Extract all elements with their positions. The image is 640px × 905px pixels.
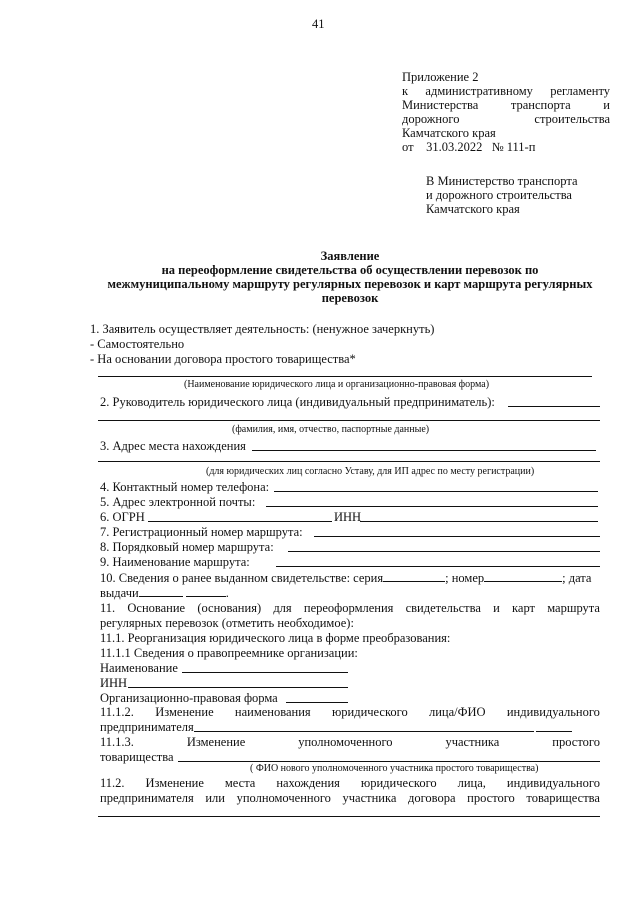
- word: Основание: [127, 601, 186, 615]
- successor-name-label: Наименование: [100, 661, 178, 675]
- word: юридического: [331, 705, 408, 719]
- hint-person: (фамилия, имя, отчество, паспортные данные): [232, 424, 430, 435]
- item-9: 9. Наименование маршрута:: [100, 555, 250, 569]
- successor-org-form-field[interactable]: [286, 702, 348, 703]
- appendix-word: дорожного: [402, 112, 460, 126]
- address-field[interactable]: [98, 461, 600, 462]
- option-partnership[interactable]: - На основании договора простого товарищества*: [90, 352, 356, 366]
- route-serial-number-field[interactable]: [288, 551, 600, 552]
- address-field-inline[interactable]: [252, 450, 596, 451]
- option-self[interactable]: - Самостоятельно: [90, 337, 185, 351]
- item-3: 3. Адрес места нахождения: [100, 439, 246, 453]
- successor-org-form-label: Организационно-правовая форма: [100, 691, 278, 705]
- addressee-line: В Министерство транспорта: [426, 174, 578, 188]
- series-field[interactable]: [383, 570, 445, 582]
- appendix-word: строительства: [534, 112, 610, 126]
- word: лица/ФИО: [429, 705, 486, 719]
- item-10: [100, 570, 591, 585]
- item-11-2[interactable]: [100, 776, 600, 790]
- word: переоформления: [303, 601, 394, 615]
- item-6-inn: ИНН: [334, 510, 362, 524]
- item-11-1-3-line-2: товарищества: [100, 750, 174, 764]
- word: для: [273, 601, 292, 615]
- title-line: межмуниципальному маршруту регулярных перевозок и карт маршрута регулярных: [107, 277, 593, 291]
- title-line: Заявление: [320, 249, 380, 263]
- word: Изменение: [145, 776, 204, 790]
- appendix-line: [402, 98, 610, 112]
- word: участника: [342, 791, 397, 805]
- page-number: 41: [312, 17, 325, 31]
- appendix-line: Камчатского края: [402, 126, 496, 140]
- word: предпринимателя: [100, 791, 194, 805]
- document-title: [90, 249, 610, 305]
- email-field[interactable]: [266, 506, 598, 507]
- word: нахождения: [276, 776, 340, 790]
- word: участника: [445, 735, 500, 749]
- word: 11.: [100, 601, 116, 615]
- issue-date-field-a[interactable]: [139, 585, 183, 597]
- word: товарищества: [526, 791, 600, 805]
- word: 11.2.: [100, 776, 125, 790]
- item-6-ogrn: 6. ОГРН: [100, 510, 145, 524]
- word: или: [205, 791, 225, 805]
- word: юридического: [360, 776, 437, 790]
- addressee-line: и дорожного строительства: [426, 188, 572, 202]
- item-1: 1. Заявитель осуществляет деятельность: (ненужное зачеркнуть): [90, 322, 435, 336]
- appendix-date: 31.03.2022: [426, 140, 483, 154]
- item-11-1-2[interactable]: [100, 705, 600, 719]
- item-10-series-label: 10. Сведения о ранее выданном свидетельстве: серия: [100, 571, 384, 585]
- item-11-1-3[interactable]: [100, 735, 600, 749]
- new-location-field[interactable]: [98, 816, 600, 817]
- appendix-word: и: [603, 98, 610, 112]
- word: лица,: [457, 776, 486, 790]
- date-prefix: от: [402, 140, 414, 154]
- appendix-block: [402, 70, 610, 154]
- word: места: [224, 776, 256, 790]
- word: уполномоченного: [236, 791, 331, 805]
- item-10-issue: [100, 585, 229, 600]
- word: (основания): [197, 601, 262, 615]
- word: договора: [408, 791, 456, 805]
- issue-date-field-b[interactable]: [186, 585, 226, 597]
- head-field[interactable]: [98, 420, 600, 421]
- item-7: 7. Регистрационный номер маршрута:: [100, 525, 303, 539]
- item-4: 4. Контактный номер телефона:: [100, 480, 270, 494]
- hint-legal-name: (Наименование юридического лица и организационно-правовая форма): [184, 379, 490, 390]
- word: наименования: [234, 705, 311, 719]
- hint-address: (для юридических лиц согласно Уставу, для ИП адрес по месту регистрации): [206, 466, 535, 477]
- head-field-inline[interactable]: [508, 406, 600, 407]
- word: 11.1.2.: [100, 705, 134, 719]
- inn-field[interactable]: [360, 521, 598, 522]
- successor-name-field[interactable]: [182, 672, 348, 673]
- addressee-block: [426, 174, 578, 216]
- hint-new-participant: ( ФИО нового уполномоченного участника простого товарищества): [250, 763, 539, 774]
- addressee-line: Камчатского края: [426, 202, 520, 216]
- item-11-1-1: 11.1.1 Сведения о правопреемнике организации:: [100, 646, 358, 660]
- ogrn-field[interactable]: [148, 521, 332, 522]
- item-11-line-2: регулярных перевозок (отметить необходимое):: [100, 616, 354, 630]
- word: Изменение: [155, 705, 214, 719]
- word: свидетельства: [405, 601, 481, 615]
- item-2: 2. Руководитель юридического лица (индивидуальный предприниматель):: [100, 395, 495, 409]
- item-11-1[interactable]: 11.1. Реорганизация юридического лица в форме преобразования:: [100, 631, 451, 645]
- title-line: перевозок: [321, 291, 379, 305]
- word: 11.1.3.: [100, 735, 134, 749]
- word: простого: [552, 735, 600, 749]
- appendix-line: [402, 112, 610, 126]
- new-name-field[interactable]: [194, 731, 534, 732]
- appendix-word: административному: [425, 84, 533, 98]
- issue-date-end: .: [225, 586, 229, 600]
- item-5: 5. Адрес электронной почты:: [100, 495, 256, 509]
- successor-inn-label: ИНН: [100, 676, 128, 690]
- route-reg-number-field[interactable]: [314, 536, 600, 537]
- appendix-date-line: [402, 140, 610, 154]
- appendix-word: Министерства: [402, 98, 479, 112]
- item-8: 8. Порядковый номер маршрута:: [100, 540, 274, 554]
- route-name-field[interactable]: [276, 566, 600, 567]
- successor-inn-field[interactable]: [128, 687, 348, 688]
- phone-field[interactable]: [274, 491, 598, 492]
- new-name-field-end[interactable]: [536, 731, 572, 732]
- title-line: на переоформление свидетельства об осуществлении перевозок по: [161, 263, 539, 277]
- issue-date-label: выдачи: [100, 586, 139, 600]
- word: Изменение: [186, 735, 246, 749]
- word: простого: [467, 791, 515, 805]
- word: уполномоченного: [298, 735, 393, 749]
- item-11-2-line-2: [100, 791, 600, 805]
- word: индивидуального: [506, 705, 600, 719]
- appendix-word: транспорта: [510, 98, 571, 112]
- new-participant-field[interactable]: [178, 761, 600, 762]
- item-11-line-1: [100, 601, 600, 615]
- appendix-word: регламенту: [550, 84, 610, 98]
- item-10-date-label: ; дата: [562, 571, 592, 585]
- item-10-number-label: ; номер: [445, 571, 485, 585]
- appendix-number: № 111-п: [491, 140, 536, 154]
- appendix-word: к: [402, 84, 409, 98]
- item-11-1-2-line-2: предпринимателя: [100, 720, 194, 734]
- legal-name-field[interactable]: [98, 376, 592, 377]
- number-field[interactable]: [484, 570, 562, 582]
- appendix-line: Приложение 2: [402, 70, 479, 84]
- appendix-line: [402, 84, 610, 98]
- word: индивидуального: [506, 776, 600, 790]
- word: и: [493, 601, 500, 615]
- word: карт: [512, 601, 535, 615]
- word: маршрута: [547, 601, 600, 615]
